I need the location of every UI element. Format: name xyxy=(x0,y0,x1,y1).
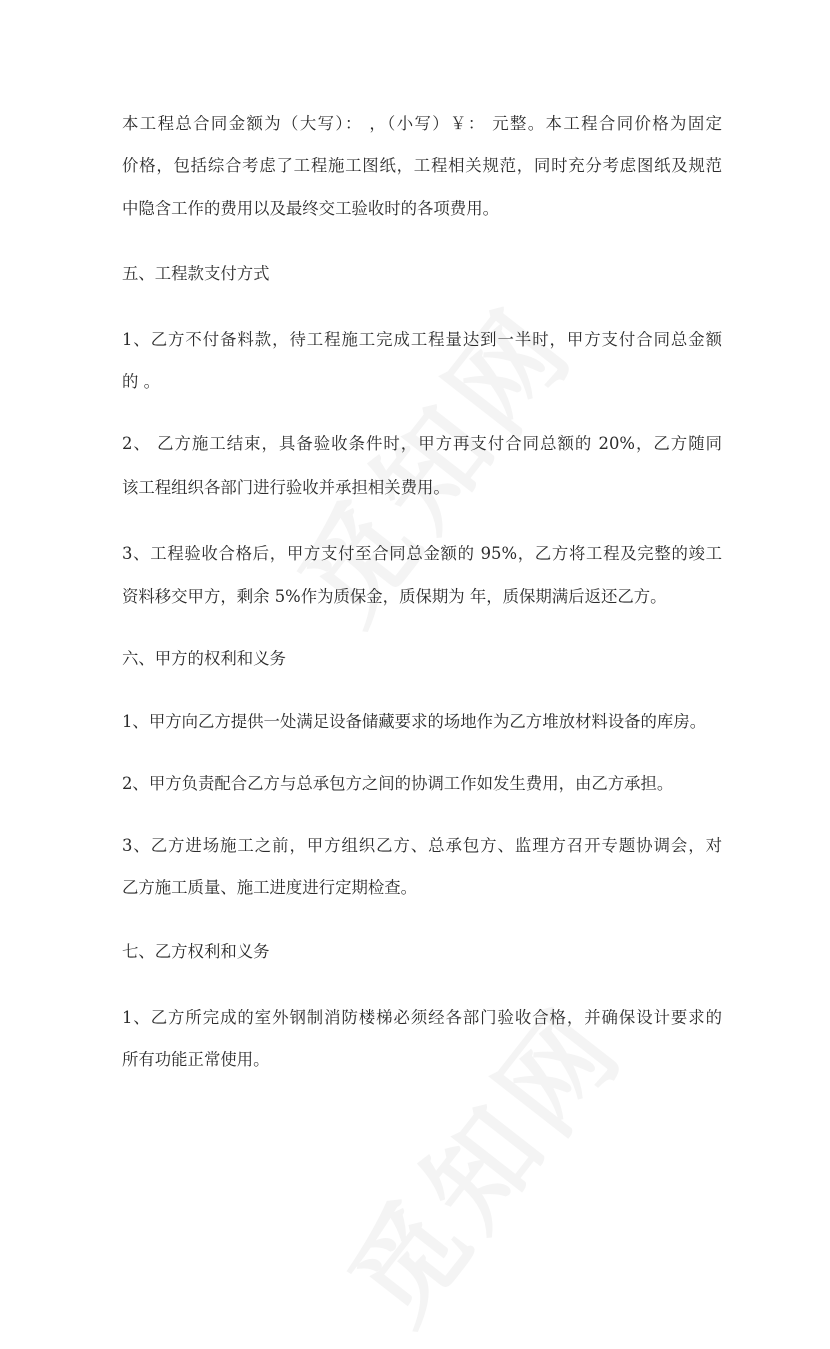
text-line: 该工程组织各部门进行验收并承担相关费用。 xyxy=(122,478,450,497)
text-line: 3、乙方进场施工之前，甲方组织乙方、总承包方、监理方召开专题协调会，对 xyxy=(122,836,722,855)
text-line: 所有功能正常使用。 xyxy=(122,1050,270,1069)
text-line: 1、乙方不付备料款，待工程施工完成工程量达到一半时，甲方支付合同总金额 xyxy=(122,330,722,349)
text-line: 乙方施工质量、施工进度进行定期检查。 xyxy=(122,878,418,897)
text-line: 本工程总合同金额为（大写）： ，（小写）￥： 元整。本工程合同价格为固定 xyxy=(122,114,722,133)
text-line: 的 。 xyxy=(122,372,160,391)
text-line: 1、甲方向乙方提供一处满足设备储藏要求的场地作为乙方堆放材料设备的库房。 xyxy=(122,712,707,731)
text-line: 资料移交甲方，剩余 5%作为质保金，质保期为 年，质保期满后返还乙方。 xyxy=(122,587,667,606)
text-line: 六、甲方的权利和义务 xyxy=(122,649,286,668)
text-line: 3、工程验收合格后，甲方支付至合同总金额的 95%，乙方将工程及完整的竣工 xyxy=(122,544,722,563)
text-line: 2、甲方负责配合乙方与总承包方之间的协调工作如发生费用，由乙方承担。 xyxy=(122,774,674,793)
text-line: 2、 乙方施工结束，具备验收条件时，甲方再支付合同总额的 20%，乙方随同 xyxy=(122,434,722,453)
text-line: 五、工程款支付方式 xyxy=(122,264,270,283)
text-line: 价格，包括综合考虑了工程施工图纸，工程相关规范，同时充分考虑图纸及规范 xyxy=(122,156,722,175)
text-line: 1、乙方所完成的室外钢制消防楼梯必须经各部门验收合格，并确保设计要求的 xyxy=(122,1008,722,1027)
text-line: 中隐含工作的费用以及最终交工验收时的各项费用。 xyxy=(122,199,499,218)
text-line: 七、乙方权利和义务 xyxy=(122,942,270,961)
